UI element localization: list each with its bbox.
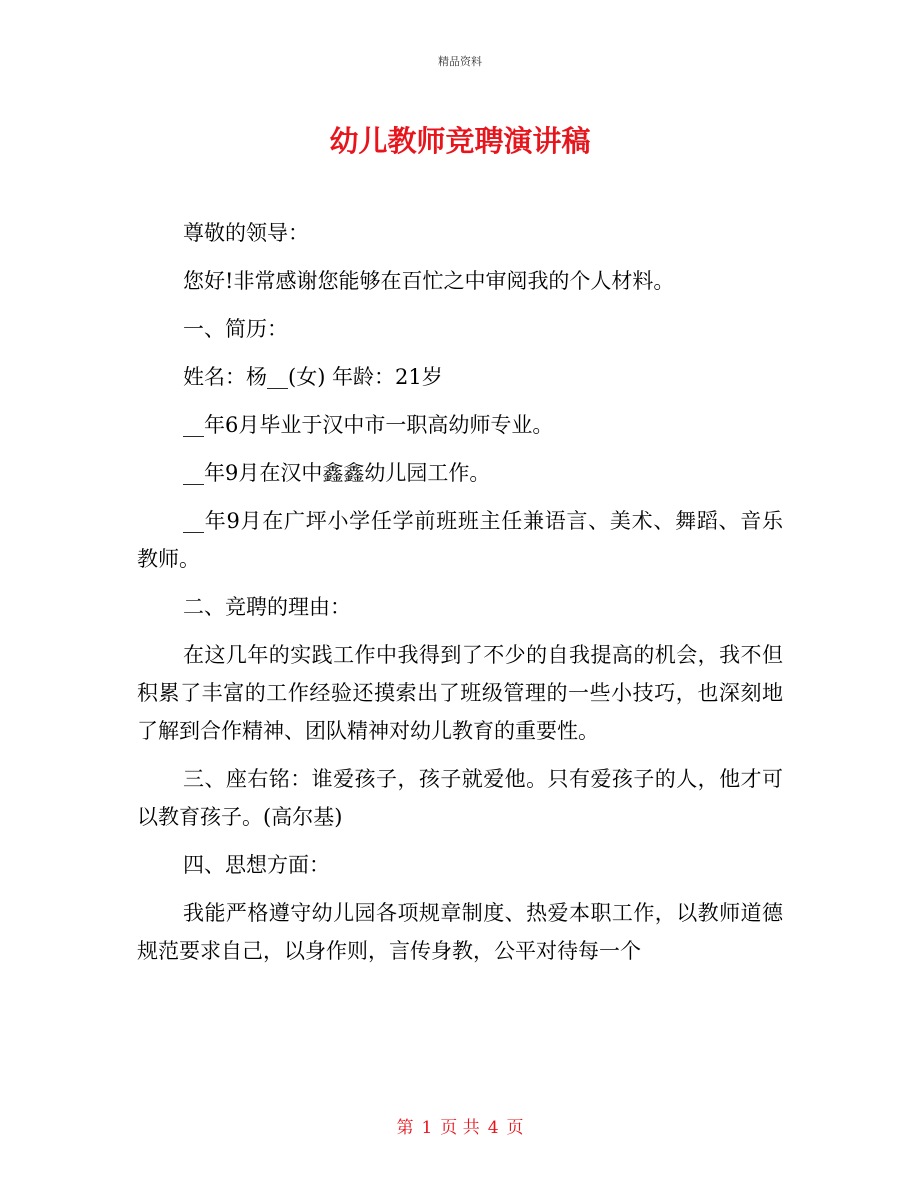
footer-suffix: 页 <box>506 1118 524 1138</box>
paragraph-salutation: 尊敬的领导： <box>183 221 309 245</box>
footer-total-pages: 4 <box>487 1118 499 1138</box>
paragraph-name-age: 姓名：杨__(女) 年龄：21岁 <box>183 365 443 389</box>
paragraph-work-kindergarten: __年9月在汉中鑫鑫幼儿园工作。 <box>183 461 491 485</box>
paragraph-graduation: __年6月毕业于汉中市一职高幼师专业。 <box>183 413 554 437</box>
header-label: 精品资料 <box>438 55 482 68</box>
footer-prefix: 第 <box>396 1118 414 1138</box>
footer-middle: 页 共 <box>440 1118 480 1138</box>
page-footer <box>0 1113 920 1138</box>
section-heading-resume: 一、简历： <box>183 317 288 341</box>
paragraph-work-school: __年9月在广坪小学任学前班班主任兼语言、美术、舞蹈、音乐教师。 <box>137 509 783 571</box>
footer-page-number: 1 <box>421 1118 433 1138</box>
paragraph-greeting: 您好!非常感谢您能够在百忙之中审阅我的个人材料。 <box>183 269 675 293</box>
document-body <box>137 214 783 980</box>
document-title: 幼儿教师竞聘演讲稿 <box>329 124 591 158</box>
paragraph-motto: 三、座右铭：谁爱孩子，孩子就爱他。只有爱孩子的人，他才可以教育孩子。(高尔基) <box>137 767 783 829</box>
paragraph-reasons: 在这几年的实践工作中我得到了不少的自我提高的机会，我不但积累了丰富的工作经验还摸索出了班级管理的一些小技巧，也深刻地了解到合作精神、团队精神对幼儿教育的重要性。 <box>137 643 783 743</box>
paragraph-thoughts: 我能严格遵守幼儿园各项规章制度、热爱本职工作，以教师道德规范要求自己，以身作则，言传身教，公平对待每一个 <box>137 901 783 963</box>
section-heading-reasons: 二、竞聘的理由： <box>183 595 351 619</box>
section-heading-thoughts: 四、思想方面： <box>183 853 330 877</box>
